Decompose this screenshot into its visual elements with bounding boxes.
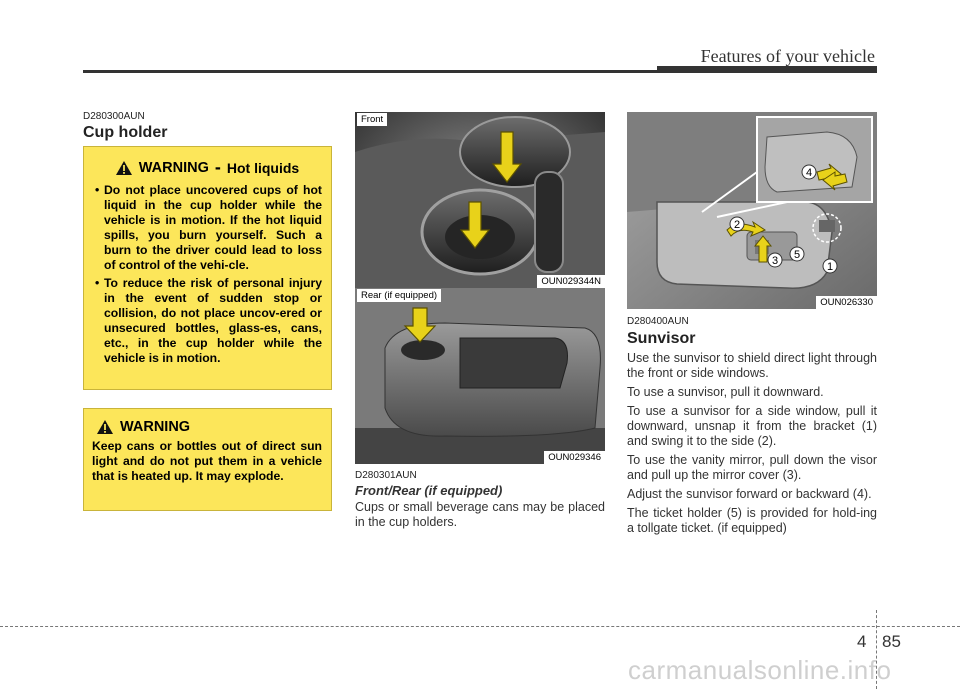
cup-holder-title: Cup holder [83,124,168,141]
front-rear-code: D280301AUN [355,470,417,481]
sunvisor-paragraph: To use a sunvisor for a side window, pull it downward, unsnap it from the bracket (1) and swing it to the side (2). [627,404,877,448]
section-number: 4 [857,632,867,651]
sunvisor-paragraph: The ticket holder (5) is provided for hold-ing a tollgate ticket. (if equipped) [627,506,877,535]
front-cup-holder-photo [355,112,605,288]
front-photo-label: Front [357,113,387,126]
callout-3 [767,252,783,273]
callout-5 [789,246,805,267]
sunvisor-paragraph: Use the sunvisor to shield direct light through the front or side windows. [627,351,877,380]
callout-1-label: 1 [826,261,834,273]
watermark: carmanualsonline.info [628,655,892,685]
sunvisor-photo [627,112,877,309]
warning-item: • To reduce the risk of personal injury in the event of sudden stop or collision, do not place uncov-ered or unsecured bottles, glass-es, cans, etc., in the cup holder while the vehicle is in motion. [92,276,322,366]
header-rule-thick [657,66,877,73]
footer-rule [0,626,960,627]
sunvisor-code: D280400AUN [627,316,689,327]
warning-label: WARNING [138,159,209,176]
callout-3-label: 3 [771,255,779,267]
callout-4-label: 4 [805,167,813,179]
warning-cans [83,408,332,511]
sunvisor-paragraph: Adjust the sunvisor forward or backward (4). [627,487,872,501]
warning-hot-liquids-title [92,157,322,178]
warning-triangle-icon [115,160,133,176]
warning-subtitle: Hot liquids [226,159,300,176]
cup-holder-code: D280300AUN [83,111,145,122]
callout-5-label: 5 [793,249,801,261]
warning-hot-liquids-list [92,183,322,366]
sunvisor-illustration [627,112,877,309]
running-header-title: Features of your vehicle [700,46,875,66]
warning-cans-text: Keep cans or bottles out of direct sun light and do not put them in a vehicle that is heated up. It may explode. [92,439,322,483]
front-rear-subtitle: Front/Rear (if equipped) [355,483,503,498]
front-rear-text: Cups or small beverage cans may be placed in the cup holders. [355,500,605,529]
sunvisor-photo-code: OUN026330 [816,296,877,309]
sunvisor-body [627,351,877,540]
warning-label: WARNING [120,419,191,435]
rear-cup-holder-photo [355,288,605,464]
sunvisor-paragraph: To use the vanity mirror, pull down the visor and pull up the mirror cover (3). [627,453,877,482]
sunvisor-paragraph: To use a sunvisor, pull it downward. [627,385,824,399]
callout-2-label: 2 [733,219,741,231]
warning-hot-liquids [83,146,332,390]
callout-2 [729,216,745,237]
warning-cans-title [92,419,322,435]
rear-cup-holder-illustration [355,288,605,464]
warning-triangle-icon [96,419,114,435]
rear-photo-code: OUN029346 [544,451,605,464]
page-number: 85 [882,632,901,651]
sunvisor-title: Sunvisor [627,330,696,347]
callout-1 [822,258,838,279]
warning-item: • Do not place uncovered cups of hot liquid in the cup holder while the vehicle is in motion. If the hot liquid spills, you burn yourself. Such a burn to the driver could lead to loss of control of the vehi-cle. [92,183,322,273]
rear-photo-label: Rear (if equipped) [357,289,441,302]
warning-dash: - [214,157,221,177]
callout-4 [801,164,817,185]
front-photo-code: OUN029344N [537,275,605,288]
front-cup-holder-illustration [355,112,605,288]
